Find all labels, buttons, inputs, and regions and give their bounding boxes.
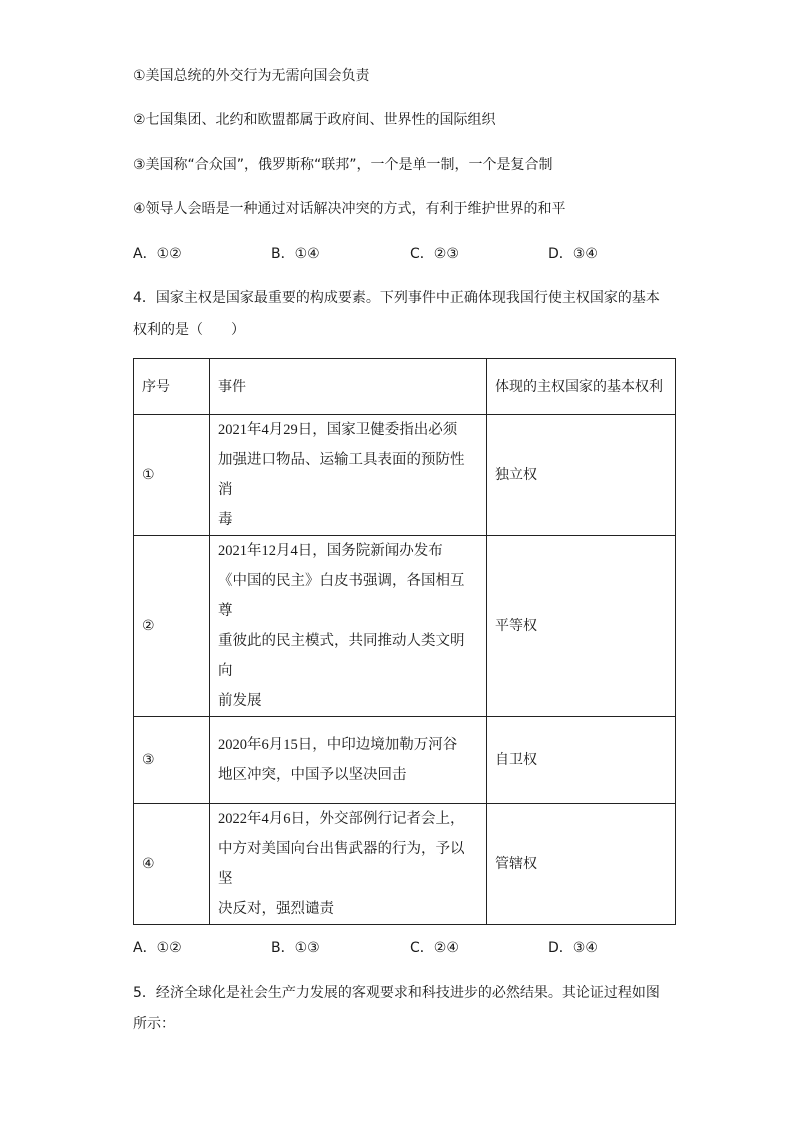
q4-stem-line-1: 4．国家主权是国家最重要的构成要素。下列事件中正确体现我国行使主权国家的基本 [133,290,660,306]
q5-stem-line-1: 5．经济全球化是社会生产力发展的客观要求和科技进步的必然结果。其论证过程如图 [133,985,660,1001]
event-line: 毒 [218,512,233,528]
event-line: 地区冲突，中国予以坚决回击 [218,767,407,783]
row-right: 独立权 [487,415,676,536]
q5-stem-line-2: 所示： [133,1016,175,1032]
row-event [210,717,487,804]
statement-3: ③美国称“合众国”，俄罗斯称“联邦”，一个是单一制，一个是复合制 [133,157,553,173]
q4-table [133,358,676,925]
q4-option-b[interactable]: B．①③ [271,940,320,956]
q4-stem-line-2: 权利的是（ ） [133,322,245,338]
statement-1: ①美国总统的外交行为无需向国会负责 [133,68,370,84]
q3-option-d[interactable]: D．③④ [548,246,598,262]
event-line: 加强进口物品、运输工具表面的预防性消 [218,452,465,498]
table-row [134,804,676,925]
row-event [210,804,487,925]
event-line: 前发展 [218,693,262,709]
header-event: 事件 [210,359,487,415]
row-right: 管辖权 [487,804,676,925]
row-right: 自卫权 [487,717,676,804]
row-right: 平等权 [487,536,676,717]
event-line: 2021年4月29日，国家卫健委指出必须 [218,422,458,438]
row-event [210,536,487,717]
row-event [210,415,487,536]
q4-option-a[interactable]: A．①② [133,940,182,956]
row-number: ② [134,536,210,717]
row-number: ③ [134,717,210,804]
row-number: ① [134,415,210,536]
statement-4: ④领导人会晤是一种通过对话解决冲突的方式，有利于维护世界的和平 [133,201,566,217]
event-line: 重彼此的民主模式，共同推动人类文明向 [218,633,465,679]
event-line: 2022年4月6日，外交部例行记者会上， [218,811,465,827]
event-line: 《中国的民主》白皮书强调，各国相互尊 [218,573,465,619]
event-line: 决反对，强烈谴责 [218,901,334,917]
q4-option-c[interactable]: C．②④ [410,940,459,956]
row-number: ④ [134,804,210,925]
statement-2: ②七国集团、北约和欧盟都属于政府间、世界性的国际组织 [133,112,496,128]
header-number: 序号 [134,359,210,415]
table-header-row [134,359,676,415]
event-line: 2020年6月15日，中印边境加勒万河谷 [218,737,458,753]
table-row [134,536,676,717]
table-row [134,415,676,536]
table-row [134,717,676,804]
q3-option-a[interactable]: A．①② [133,246,182,262]
q3-option-c[interactable]: C．②③ [410,246,459,262]
event-line: 2021年12月4日，国务院新闻办发布 [218,543,443,559]
event-line: 中方对美国向台出售武器的行为，予以坚 [218,841,465,887]
header-right: 体现的主权国家的基本权利 [487,359,676,415]
q3-option-b[interactable]: B．①④ [271,246,320,262]
q4-option-d[interactable]: D．③④ [548,940,598,956]
